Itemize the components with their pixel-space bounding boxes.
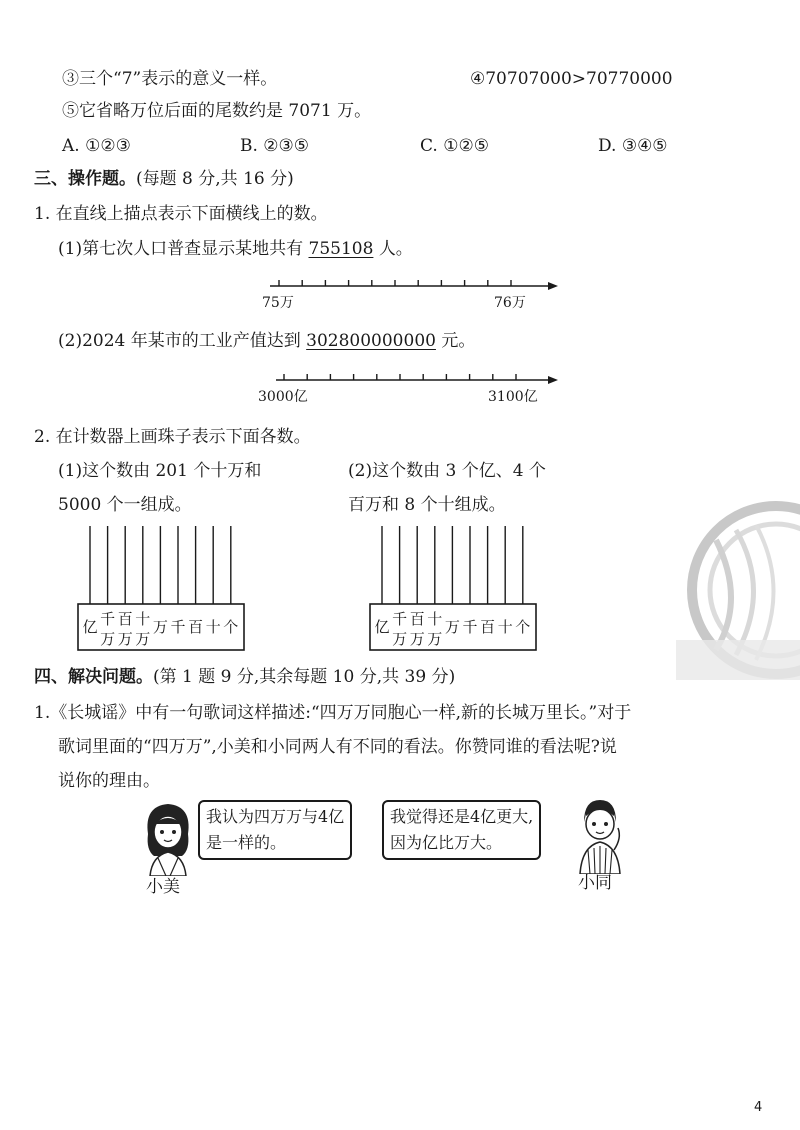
part-2-text-after: 元。 [441, 331, 476, 351]
place-value-label: 亿 [82, 618, 98, 636]
place-value-label: 十 [205, 618, 221, 636]
section-3-note: (每题 8 分,共 16 分) [136, 169, 294, 189]
xiaotong-name: 小同 [578, 873, 612, 893]
place-value-label: 千 [392, 610, 408, 628]
place-value-label: 万 [427, 630, 443, 648]
question-3-1-part-1 [58, 238, 413, 260]
part-1-text-before: (1)第七次人口普查显示某地共有 [58, 239, 304, 259]
option-d[interactable]: D. ③④⑤ [598, 136, 668, 156]
section-3-heading [34, 168, 294, 190]
population-value: 755108 [308, 239, 374, 259]
place-value-label: 亿 [374, 618, 390, 636]
place-value-label: 百 [117, 610, 133, 628]
question-3-1-stem: 1. 在直线上描点表示下面横线上的数。 [34, 204, 328, 224]
place-value-label: 万 [392, 630, 408, 648]
question-4-1-line-3: 说你的理由。 [58, 771, 160, 791]
place-value-label: 千 [170, 618, 186, 636]
xiaotong-speech-line-1: 我觉得还是4亿更大, [390, 807, 534, 826]
place-value-label: 万 [152, 618, 168, 636]
publisher-stamp-icon [676, 480, 800, 700]
section-4-heading [34, 666, 455, 688]
place-value-label: 十 [427, 610, 443, 628]
place-value-label: 万 [135, 630, 151, 648]
place-value-label: 千 [100, 610, 116, 628]
place-value-label: 百 [188, 618, 204, 636]
option-b[interactable]: B. ②③⑤ [240, 136, 310, 156]
place-value-label: 万 [409, 630, 425, 648]
place-value-label: 百 [409, 610, 425, 628]
abacus-2-text-line-1: (2)这个数由 3 个亿、4 个 [348, 461, 546, 481]
part-1-text-after: 人。 [378, 239, 413, 259]
number-line-1-right-label: 76万 [494, 295, 526, 311]
abacus-2-text-line-2: 百万和 8 个十组成。 [348, 495, 506, 515]
question-4-1-line-1: 1.《长城谣》中有一句歌词这样描述:“四万万同胞心一样,新的长城万里长。”对于 [34, 703, 632, 723]
abacus-2[interactable] [364, 522, 544, 654]
option-c[interactable]: C. ①②⑤ [420, 136, 489, 156]
question-3-2-stem: 2. 在计数器上画珠子表示下面各数。 [34, 427, 311, 447]
xiaomei-speech-line-2: 是一样的。 [206, 833, 287, 852]
place-value-label: 个 [515, 618, 531, 636]
place-value-label: 万 [100, 630, 116, 648]
xiaomei-speech-bubble [198, 800, 352, 860]
xiaomei-speech-line-1: 我认为四万万与4亿 [206, 807, 345, 826]
number-line-2-right-label: 3100亿 [488, 389, 538, 405]
place-value-label: 千 [462, 618, 478, 636]
part-2-text-before: (2)2024 年某市的工业产值达到 [58, 331, 301, 351]
output-value: 302800000000 [306, 331, 436, 351]
place-value-label: 百 [480, 618, 496, 636]
xiaotong-avatar [570, 794, 630, 874]
option-a[interactable]: A. ①②③ [62, 136, 131, 156]
statement-5: ⑤它省略万位后面的尾数约是 7071 万。 [62, 101, 372, 121]
number-line-1-left-label: 75万 [262, 295, 294, 311]
section-4-note: (第 1 题 9 分,其余每题 10 分,共 39 分) [153, 667, 456, 687]
place-value-label: 个 [223, 618, 239, 636]
place-value-label: 十 [135, 610, 151, 628]
place-value-label: 万 [117, 630, 133, 648]
section-4-title: 四、解决问题。 [34, 667, 153, 687]
abacus-1-text-line-2: 5000 个一组成。 [58, 495, 192, 515]
xiaomei-avatar [136, 798, 200, 876]
section-3-title: 三、操作题。 [34, 169, 136, 189]
xiaotong-speech-line-2: 因为亿比万大。 [390, 833, 503, 852]
xiaotong-speech-bubble [382, 800, 541, 860]
question-3-1-part-2 [58, 330, 475, 352]
abacus-1-text-line-1: (1)这个数由 201 个十万和 [58, 461, 262, 481]
number-line-2-left-label: 3000亿 [258, 389, 308, 405]
question-4-1-line-2: 歌词里面的“四万万”,小美和小同两人有不同的看法。你赞同谁的看法呢?说 [58, 737, 617, 757]
xiaomei-name: 小美 [146, 877, 180, 897]
page-number: 4 [754, 1100, 763, 1115]
abacus-1[interactable] [72, 522, 252, 654]
place-value-label: 万 [444, 618, 460, 636]
statement-4: ④70707000>70770000 [470, 69, 673, 89]
statement-3: ③三个“7”表示的意义一样。 [62, 69, 278, 89]
place-value-label: 十 [497, 618, 513, 636]
